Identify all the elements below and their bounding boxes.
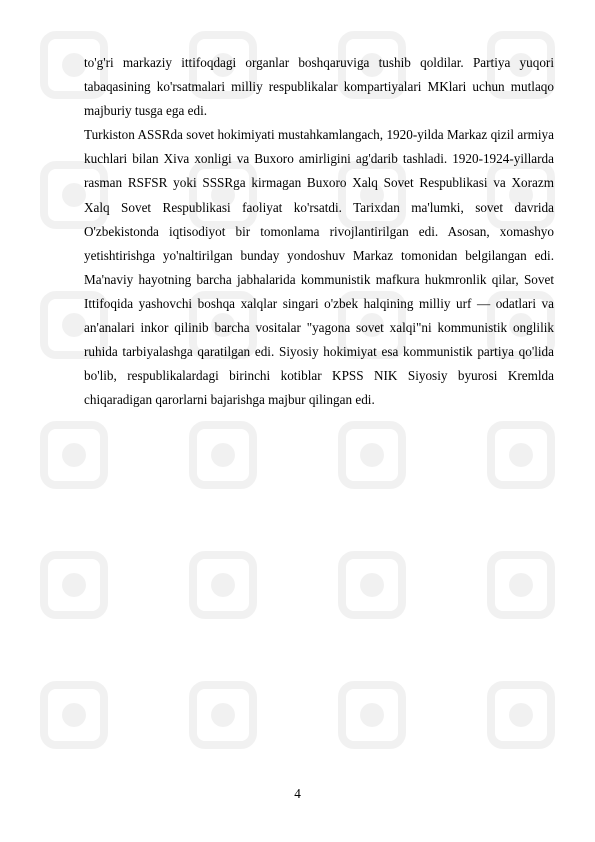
document-watermark-icon [188, 680, 258, 750]
document-watermark-icon [486, 420, 556, 490]
document-watermark-icon [486, 680, 556, 750]
page-number: 4 [294, 786, 301, 801]
document-watermark-icon [39, 680, 109, 750]
document-watermark-icon [39, 550, 109, 620]
document-watermark-icon [486, 550, 556, 620]
document-watermark-icon [337, 680, 407, 750]
paragraph-1: to'g'ri markaziy ittifoqdagi organlar boshqaruviga tushib qoldilar. Partiya yuqori tabaqasining ko'rsatmalari milliy respublikalar kompartiyalari MKlari uchun mutlaqo majburiy tusga ega edi. [84, 55, 554, 119]
document-watermark-icon [188, 420, 258, 490]
document-watermark-icon [39, 420, 109, 490]
document-watermark-icon [337, 550, 407, 620]
paragraph-2: Turkiston ASSRda sovet hokimiyati mustahkamlangach, 1920-yilda Markaz qizil armiya kuchlari bilan Xiva xonligi va Buxoro amirligini ag'darib tashladi. 1920-1924-yillarda rasman RSFSR yoki SSSRga kirmagan Buxoro Xalq Sovet Respublikasi va Xorazm Xalq Sovet Respublikasi faoliyat ko'rsatdi. Tarixdan ma'lumki, sovet davrida O'zbekistonda iqtisodiyot bir tomonlama rivojlantirilgan edi. Asosan, xomashyo yetishtirishga yo'naltirilgan bunday yondoshuv Markaz tomonidan belgilangan edi. Ma'naviy hayotning barcha jabhalarida kommunistik mafkura hukmronlik qilar, Sovet Ittifoqida yashovchi boshqa xalqlar singari o'zbek halqining milliy urf — odatlari va an'analari inkor qilinib barcha vositalar "yagona sovet xalqi"ni kommunistik onglilik ruhida tarbiyalashga qaratilgan edi. Siyosiy hokimiyat esa kommunistik partiya qo'lida bo'lib, respublikalardagi birinchi kotiblar KPSS NIK Siyosiy byurosi Kremlda chiqaradigan qarorlarni bajarishga majbur qilingan edi. [84, 127, 554, 408]
document-watermark-icon [188, 550, 258, 620]
document-watermark-icon [337, 420, 407, 490]
document-body [84, 51, 554, 412]
